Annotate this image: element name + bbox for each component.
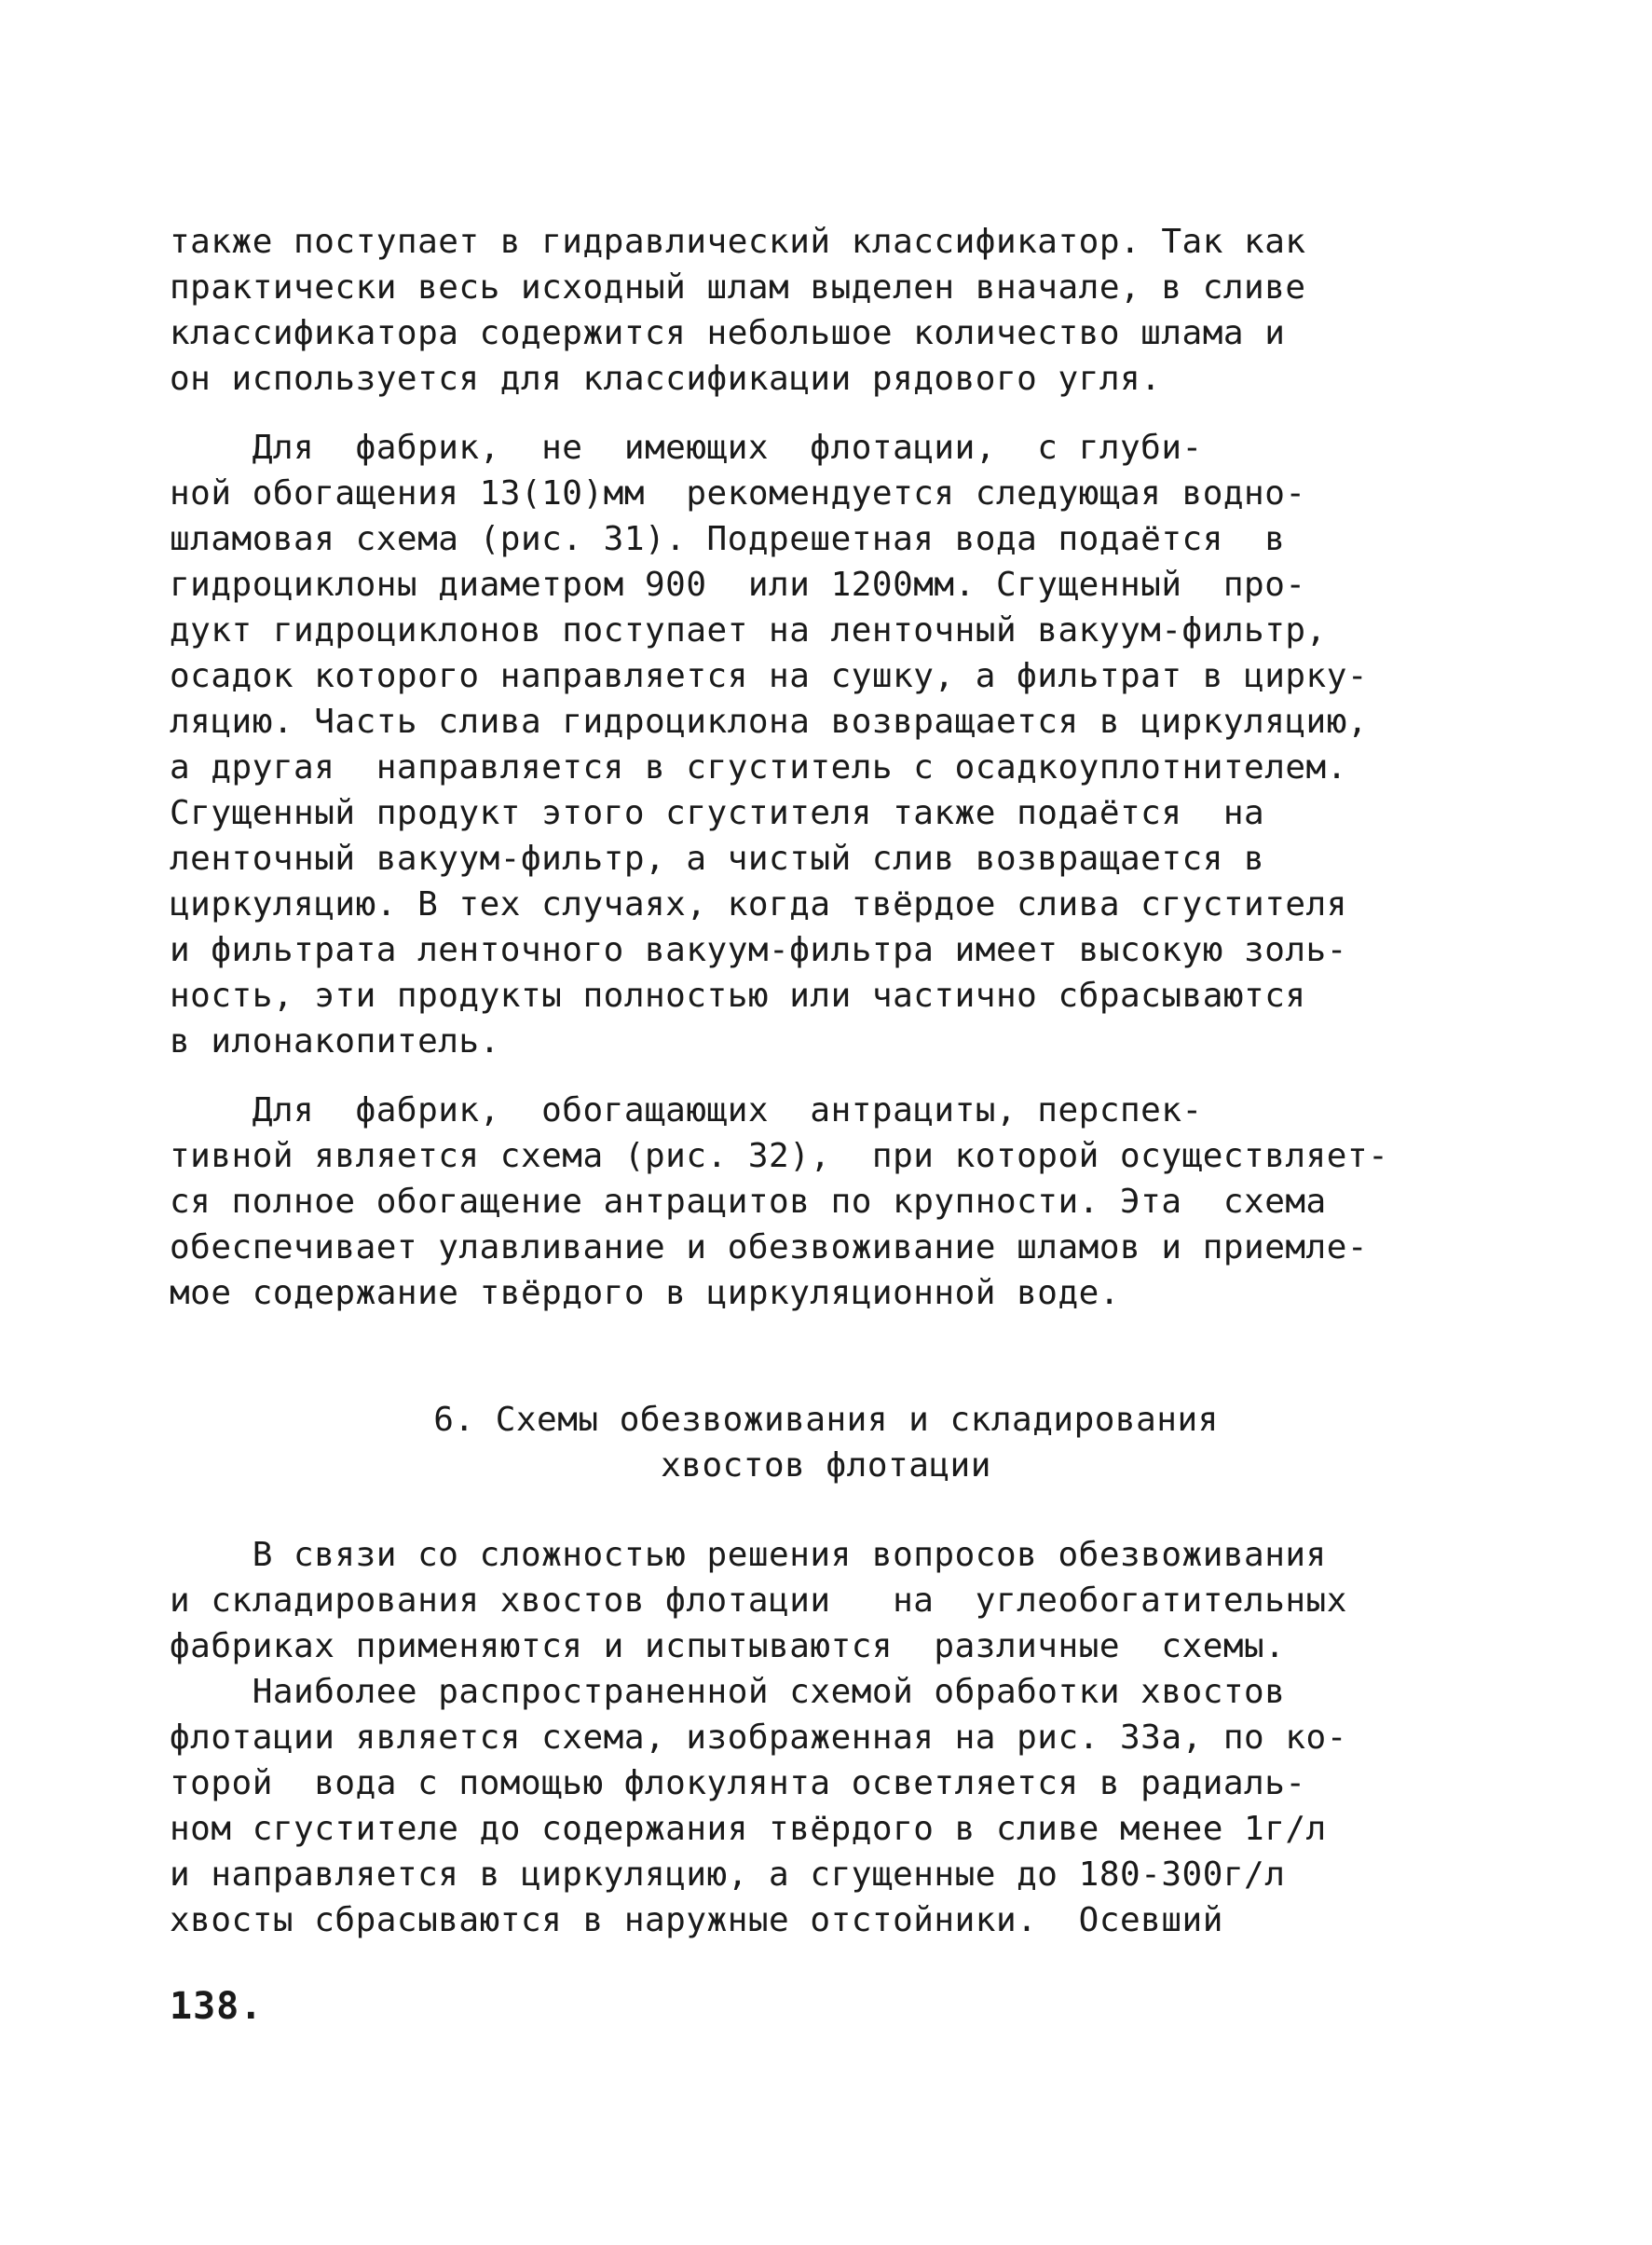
text-line: мое содержание твёрдого в циркуляционной воде.	[170, 1274, 1120, 1312]
text-line: дукт гидроциклонов поступает на ленточный вакуум-фильтр,	[170, 611, 1327, 650]
text-line: в илонакопитель.	[170, 1022, 500, 1061]
text-line: шламовая схема (рис. 31). Подрешетная вода подаётся в	[170, 520, 1286, 558]
text-line: Для фабрик, не имеющих флотации, с глуби-	[170, 429, 1203, 467]
text-line: и фильтрата ленточного вакуум-фильтра имеет высокую золь-	[170, 931, 1347, 969]
page-number: 138.	[170, 1985, 264, 2028]
text-line: ность, эти продукты полностью или частично сбрасываются	[170, 977, 1306, 1015]
text-line: и складирования хвостов флотации на углеобогатительных	[170, 1581, 1347, 1620]
text-line: Наиболее распространенной схемой обработки хвостов	[170, 1673, 1286, 1711]
text-line: флотации является схема, изображенная на рис. 33а, по ко-	[170, 1718, 1347, 1757]
text-line: а другая направляется в сгуститель с осадкоуплотнителем.	[170, 748, 1347, 787]
text-line: хвосты сбрасываются в наружные отстойники. Осевший	[170, 1901, 1223, 1939]
text-line: Сгущенный продукт этого сгустителя также подаётся на	[170, 794, 1265, 832]
text-line: ной обогащения 13(10)мм рекомендуется следующая водно-	[170, 474, 1306, 513]
text-line: обеспечивает улавливание и обезвоживание шламов и приемле-	[170, 1228, 1369, 1266]
text-line: В связи со сложностью решения вопросов обезвоживания	[170, 1536, 1327, 1574]
text-line: осадок которого направляется на сушку, а фильтрат в цирку-	[170, 657, 1369, 695]
text-line: циркуляцию. В тех случаях, когда твёрдое слива сгустителя	[170, 885, 1347, 924]
text-line: гидроциклоны диаметром 900 или 1200мм. Сгущенный про-	[170, 566, 1306, 604]
text-line: и направляется в циркуляцию, а сгущенные до 180-300г/л	[170, 1855, 1286, 1894]
text-line: торой вода с помощью флокулянта осветляется в радиаль-	[170, 1764, 1306, 1802]
text-line: также поступает в гидравлический классификатор. Так как	[170, 223, 1306, 261]
text-line: ленточный вакуум-фильтр, а чистый слив возвращается в	[170, 840, 1265, 878]
text-line: ся полное обогащение антрацитов по крупности. Эта схема	[170, 1183, 1327, 1221]
text-line: ном сгустителе до содержания твёрдого в сливе менее 1г/л	[170, 1810, 1327, 1848]
text-line: фабриках применяются и испытываются различные схемы.	[170, 1627, 1286, 1665]
text-line: классификатора содержится небольшое количество шлама и	[170, 314, 1286, 352]
section-heading-line-2: хвостов флотации	[661, 1446, 991, 1485]
text-line: ляцию. Часть слива гидроциклона возвращается в циркуляцию,	[170, 703, 1369, 741]
section-heading-line-1: 6. Схемы обезвоживания и складирования	[433, 1401, 1219, 1439]
text-line: он используется для классификации рядового угля.	[170, 360, 1162, 398]
text-line: тивной является схема (рис. 32), при которой осуществляет-	[170, 1137, 1389, 1175]
text-line: практически весь исходный шлам выделен вначале, в сливе	[170, 268, 1306, 307]
text-line: Для фабрик, обогащающих антрациты, перспек-	[170, 1091, 1203, 1129]
